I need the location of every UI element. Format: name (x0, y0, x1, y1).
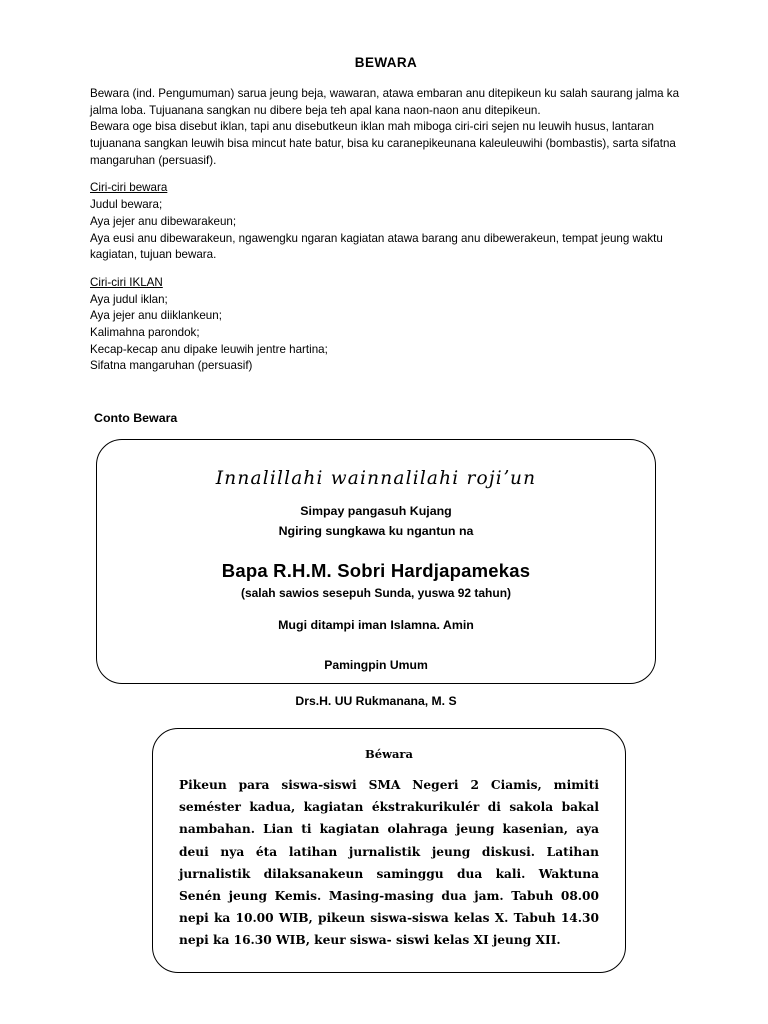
obituary-prayer: Mugi ditampi iman Islamna. Amin (278, 617, 474, 632)
intro-paragraph-1: Bewara (ind. Pengumuman) sarua jeung beja, wawaran, atawa embaran anu ditepikeun ku salah saurang jalma ka jalma loba. Tujuanana sangkan nu dibere beja teh apal kana naon-naon anu ditepikeun. (90, 87, 680, 117)
section-heading-iklan: Ciri-ciri IKLAN (90, 275, 163, 289)
page-title: BEWARA (354, 55, 418, 70)
list-item: Judul bewara; (90, 198, 163, 212)
spacer (90, 264, 682, 275)
obituary-arabic-phrase: Innalillahi wainnalilahi rojiʼun (215, 468, 537, 489)
bewara-card-body: Pikeun para siswa-siswi SMA Negeri 2 Ciamis, mimiti seméster kadua, kagiatan ékstrakurikulér di sakola bakal nambahan. Lian ti kagiatan olahraga jeung kasenian, aya deui nya éta latihan jurnalistik jeung diskusi. Latihan jurnalistik dilaksanakeun saminggu dua kali. Waktuna Senén jeung Kemis. Masing-masing dua jam. Tabuh 08.00 nepi ka 10.00 WIB, pikeun siswa-siswa kelas X. Tabuh 14.30 nepi ka 16.30 WIB, keur siswa- siswi kelas XI jeung XII. (179, 778, 599, 948)
list-item: Aya judul iklan; (90, 292, 168, 306)
obituary-signer: Drs.H. UU Rukmanana, M. S (295, 693, 457, 708)
obituary-subtitle: (salah sawios sesepuh Sunda, yuswa 92 tahun) (240, 585, 512, 600)
bewara-card-title: Béwara (365, 747, 413, 761)
list-item: Sifatna mangaruhan (persuasif) (90, 359, 253, 373)
list-item: Aya eusi anu dibewarakeun, ngawengku ngaran kagiatan atawa barang anu dibewerakeun, tempat jeung waktu kagiatan, tujuan bewara. (90, 231, 663, 262)
list-item: Kecap-kecap anu dipake leuwih jentre hartina; (90, 342, 328, 356)
intro-paragraph-2: Bewara oge bisa disebut iklan, tapi anu disebutkeun iklan mah miboga ciri-ciri sejen nu leuwih husus, lantaran tujuanana sangkan leuwih bisa mincut hate batur, bisa ku caranepikeunana kaleuleuwihi (bombastis), sarta sifatna mangaruhan (persuasif). (90, 120, 676, 167)
spacer (90, 169, 682, 180)
obituary-name: Bapa R.H.M. Sobri Hardjapamekas (221, 559, 531, 581)
list-item: Aya jejer anu dibewarakeun; (90, 214, 237, 228)
obituary-card (96, 439, 656, 708)
bewara-card (152, 728, 626, 973)
obituary-role: Pamingpin Umum (324, 657, 428, 672)
list-item: Aya jejer anu diiklankeun; (90, 309, 222, 323)
section-heading-bewara: Ciri-ciri bewara (90, 181, 168, 195)
list-item: Kalimahna parondok; (90, 325, 200, 339)
obituary-line-2: Ngiring sungkawa ku ngantun na (278, 524, 474, 539)
example-label: Conto Bewara (94, 411, 178, 425)
obituary-line-1: Simpay pangasuh Kujang (300, 504, 452, 518)
